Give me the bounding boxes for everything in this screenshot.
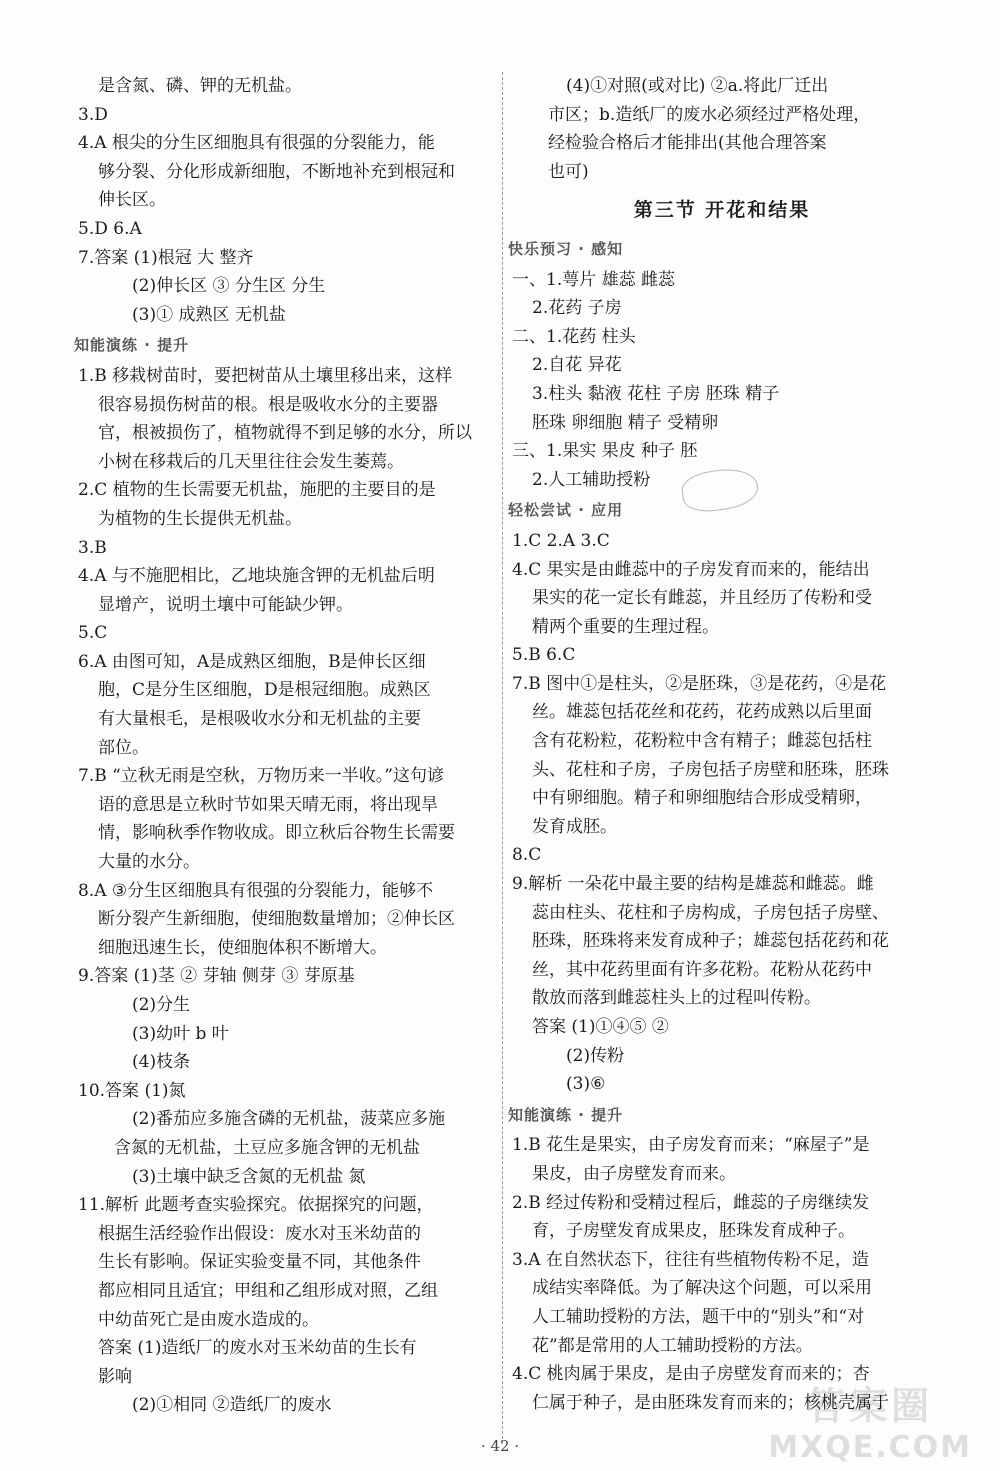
column-divider bbox=[502, 72, 503, 1444]
text-line: (3)土壤中缺乏含氮的无机盐 氮 bbox=[132, 1166, 366, 1187]
text-line: 7.B 图中①是柱头，②是胚珠，③是花药，④是花 bbox=[512, 673, 887, 694]
text-line: 2.C 植物的生长需要无机盐，施肥的主要目的是 bbox=[78, 480, 436, 501]
watermark-bottom: MXQE.COM bbox=[768, 1430, 972, 1465]
text-line: 果皮，由子房壁发育而来。 bbox=[532, 1163, 736, 1184]
text-line: 4.A 与不施肥相比，乙地块施含钾的无机盐后明 bbox=[78, 566, 435, 587]
text-line: 7.B “立秋无雨是空秋，万物历来一半收。”这句谚 bbox=[78, 766, 444, 787]
chapter-title: 第三节 开花和结果 bbox=[633, 199, 811, 222]
text-line: 含氮的无机盐，土豆应多施含钾的无机盐 bbox=[114, 1137, 420, 1158]
text-line: 够分裂、分化形成新细胞，不断地补充到根冠和 bbox=[98, 161, 455, 182]
text-line: 都应相同且适宜；甲组和乙组形成对照，乙组 bbox=[98, 1280, 438, 1301]
text-line: 9.解析 一朵花中最主要的结构是雄蕊和雌蕊。雌 bbox=[512, 874, 874, 895]
text-line: 5.B 6.C bbox=[512, 645, 576, 666]
text-line: 根据生活经验作出假设：废水对玉米幼苗的 bbox=[98, 1223, 421, 1244]
text-line: 细胞迅速生长，使细胞体积不断增大。 bbox=[98, 937, 387, 958]
text-line: 显增产，说明土壤中可能缺少钾。 bbox=[98, 594, 353, 615]
text-line: 生长有影响。保证实验变量不同，其他条件 bbox=[98, 1252, 421, 1273]
text-line: 2.自花 异花 bbox=[532, 355, 622, 376]
text-line: 语的意思是立秋时节如果天晴无雨，将出现旱 bbox=[98, 794, 438, 815]
section-heading: 知能演练 · 提升 bbox=[74, 336, 190, 355]
text-line: (3)① 成熟区 无机盐 bbox=[132, 304, 286, 325]
watermark-top: 答案圈 bbox=[807, 1384, 934, 1428]
text-line: 为植物的生长提供无机盐。 bbox=[98, 508, 302, 529]
text-line: 有大量根毛，是根吸收水分和无机盐的主要 bbox=[98, 709, 421, 730]
text-line: (4)①对照(或对比) ②a.将此厂迁出 bbox=[566, 76, 829, 96]
text-line: (2)传粉 bbox=[566, 1045, 625, 1066]
text-line: 三、1.果实 果皮 种子 胚 bbox=[512, 441, 698, 462]
text-line: 2.B 经过传粉和受精过程后，雌蕊的子房继续发 bbox=[512, 1192, 870, 1213]
text-line: 胚珠 卵细胞 精子 受精卵 bbox=[532, 412, 719, 433]
text-line: 情，影响秋季作物收成。即立秋后谷物生长需要 bbox=[98, 823, 455, 844]
text-line: 3.B bbox=[78, 537, 107, 558]
text-line: (3)幼叶 b 叶 bbox=[132, 1023, 229, 1044]
text-line: (2)伸长区 ③ 分生区 分生 bbox=[132, 276, 326, 297]
page-number: · 42 · bbox=[480, 1437, 520, 1455]
text-line: (2)番茄应多施含磷的无机盐，菠菜应多施 bbox=[132, 1109, 446, 1130]
section-heading: 快乐预习 · 感知 bbox=[508, 239, 624, 258]
text-line: (4)枝条 bbox=[132, 1052, 191, 1073]
text-line: 伸长区。 bbox=[98, 190, 166, 211]
text-line: 中有卵细胞。精子和卵细胞结合形成受精卵， bbox=[532, 788, 872, 809]
text-line: 6.A 由图可知，A是成熟区细胞，B是伸长区细 bbox=[78, 651, 426, 672]
site-watermark bbox=[768, 1375, 972, 1465]
text-line: 头、花柱和子房，子房包括子房壁和胚珠，胚珠 bbox=[532, 759, 889, 780]
text-line: 官，根被损伤了，植物就得不到足够的水分，所以 bbox=[98, 423, 472, 444]
text-line: 胞，C是分生区细胞，D是根冠细胞。成熟区 bbox=[98, 680, 431, 701]
text-line: 市区；b.造纸厂的废水必须经过严格处理， bbox=[548, 104, 871, 125]
text-line: 4.C 果实是由雌蕊中的子房发育而来的，能结出 bbox=[512, 559, 870, 580]
text-line: 蕊由柱头、花柱和子房构成，子房包括子房壁、 bbox=[532, 902, 889, 923]
text-line: 二、1.花药 柱头 bbox=[512, 326, 636, 347]
text-line: (3)⑥ bbox=[566, 1074, 606, 1095]
right-column bbox=[508, 72, 932, 1417]
text-line: 一、1.萼片 雄蕊 雌蕊 bbox=[512, 269, 676, 290]
text-line: 人工辅助授粉的方法，题干中的“别头”和“对 bbox=[532, 1306, 865, 1327]
text-line: 9.答案 (1)茎 ② 芽轴 侧芽 ③ 芽原基 bbox=[78, 966, 355, 987]
text-line: 发育成胚。 bbox=[532, 816, 617, 837]
section-heading: 轻松尝试 · 应用 bbox=[508, 501, 624, 520]
text-line: (2)分生 bbox=[132, 995, 191, 1015]
text-line: 丝。雄蕊包括花丝和花药，花药成熟以后里面 bbox=[532, 702, 872, 723]
text-line: 答案 (1)①④⑤ ② bbox=[532, 1017, 669, 1037]
text-line: 大量的水分。 bbox=[98, 852, 200, 873]
text-line: 含有花粉粒，花粉粒中含有精子；雌蕊包括柱 bbox=[532, 731, 872, 752]
text-line: 断分裂产生新细胞，使细胞数量增加；②伸长区 bbox=[98, 909, 455, 930]
left-column bbox=[74, 72, 498, 1420]
text-line: 也可) bbox=[548, 161, 589, 182]
text-line: 丝，其中花药里面有许多花粉。花粉从花药中 bbox=[532, 959, 872, 980]
text-line: 1.B 花生是果实，由子房发育而来；“麻屋子”是 bbox=[512, 1135, 870, 1156]
text-line: 仁属于种子，是由胚珠发育而来的；核桃壳属于 bbox=[532, 1392, 889, 1413]
text-line: 5.C bbox=[78, 623, 108, 644]
text-line: 1.B 移栽树苗时，要把树苗从土壤里移出来，这样 bbox=[78, 365, 453, 386]
text-line: 是含氮、磷、钾的无机盐。 bbox=[98, 76, 302, 96]
text-line: 4.A 根尖的分生区细胞具有很强的分裂能力，能 bbox=[78, 133, 435, 154]
text-line: 精两个重要的生理过程。 bbox=[532, 616, 719, 637]
text-line: 5.D 6.A bbox=[78, 218, 142, 239]
text-line: 果实的花一定长有雌蕊，并且经历了传粉和受 bbox=[532, 588, 872, 609]
text-line: (2)①相同 ②造纸厂的废水 bbox=[132, 1395, 332, 1416]
text-line: 经检验合格后才能排出(其他合理答案 bbox=[548, 133, 827, 154]
text-line: 10.答案 (1)氮 bbox=[78, 1080, 186, 1101]
text-line: 8.A ③分生区细胞具有很强的分裂能力，能够不 bbox=[78, 880, 434, 901]
text-line: 答案 (1)造纸厂的废水对玉米幼苗的生长有 bbox=[98, 1338, 417, 1359]
text-line: 3.柱头 黏液 花柱 子房 胚珠 精子 bbox=[532, 383, 780, 404]
section-heading: 知能演练 · 提升 bbox=[508, 1105, 624, 1124]
text-line: 胚珠，胚珠将来发育成种子；雄蕊包括花药和花 bbox=[532, 931, 889, 952]
text-line: 3.D bbox=[78, 104, 108, 125]
text-line: 散放而落到雌蕊柱头上的过程叫传粉。 bbox=[532, 988, 821, 1009]
text-line: 3.A 在自然状态下，往往有些植物传粉不足，造 bbox=[512, 1249, 869, 1270]
text-line: 2.人工辅助授粉 bbox=[532, 469, 651, 490]
text-line: 部位。 bbox=[98, 737, 149, 758]
text-line: 11.解析 此题考查实验探究。依据探究的问题， bbox=[78, 1195, 434, 1216]
text-line: 4.C 桃肉属于果皮，是由子房壁发育而来的；杏 bbox=[512, 1364, 870, 1385]
text-line: 8.C bbox=[512, 845, 542, 866]
text-line: 7.答案 (1)根冠 大 整齐 bbox=[78, 247, 254, 268]
text-line: 影响 bbox=[98, 1366, 132, 1387]
text-line: 花”都是常用的人工辅助授粉的方法。 bbox=[532, 1335, 813, 1356]
text-line: 成结实率降低。为了解决这个问题，可以采用 bbox=[532, 1278, 872, 1299]
text-line: 2.花药 子房 bbox=[532, 298, 622, 319]
text-line: 小树在移栽后的几天里往往会发生萎蔫。 bbox=[98, 451, 404, 472]
text-line: 育，子房壁发育成果皮，胚珠发育成种子。 bbox=[532, 1221, 855, 1242]
text-line: 中幼苗死亡是由废水造成的。 bbox=[98, 1309, 319, 1330]
text-line: 很容易损伤树苗的根。根是吸收水分的主要器 bbox=[98, 394, 438, 415]
text-line: 1.C 2.A 3.C bbox=[512, 530, 610, 551]
